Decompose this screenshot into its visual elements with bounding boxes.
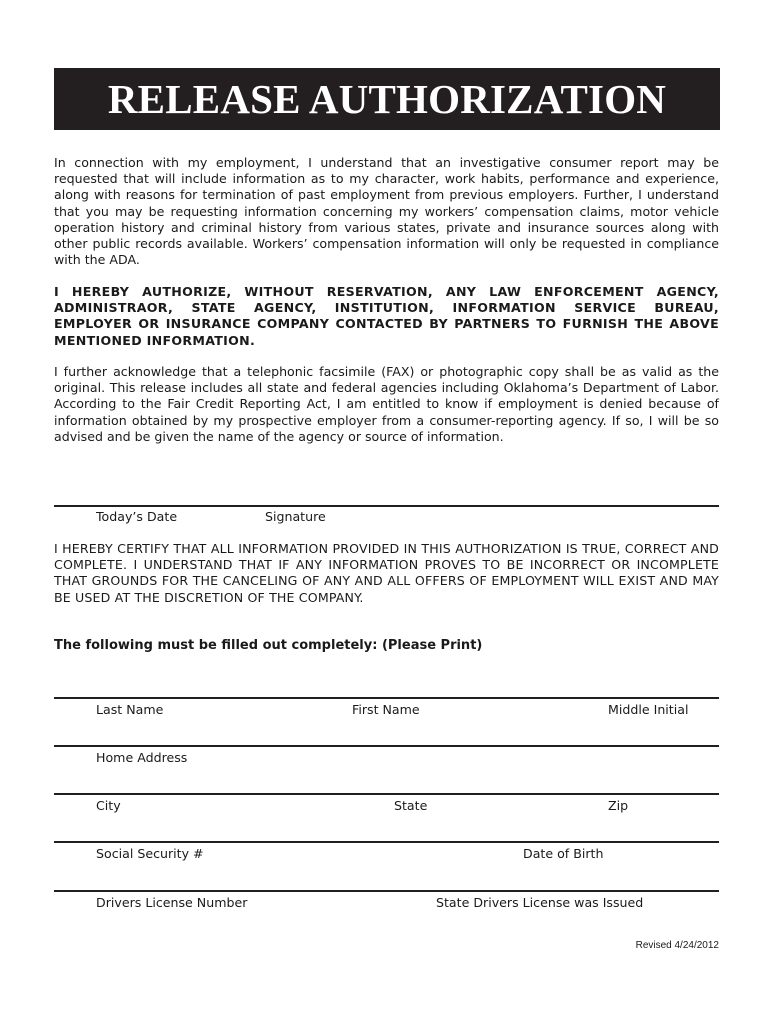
city-label: City xyxy=(96,798,121,813)
revised-date: Revised 4/24/2012 xyxy=(635,940,719,951)
last-name-label: Last Name xyxy=(96,702,164,717)
drivers-license-number-label: Drivers License Number xyxy=(96,895,248,910)
home-address-label: Home Address xyxy=(96,750,188,765)
title-banner xyxy=(54,68,720,130)
acknowledgement-paragraph: I further acknowledge that a telephonic facsimile (FAX) or photographic copy shall be as valid as the original. This release includes all state and federal agencies including Oklahoma’s Department of Labor. According to the Fair Credit Reporting Act, I am entitled to know if employment is denied because of information obtained by my prospective employer from a consumer-reporting agency. If so, I will be so advised and be given the name of the agency or source of information. xyxy=(54,364,719,444)
ssn-dob-line[interactable] xyxy=(54,841,719,843)
city-state-zip-line[interactable] xyxy=(54,793,719,795)
home-address-line[interactable] xyxy=(54,745,719,747)
todays-date-label: Today’s Date xyxy=(96,509,178,524)
signature-label: Signature xyxy=(265,509,326,524)
first-name-label: First Name xyxy=(352,702,420,717)
employment-report-paragraph: In connection with my employment, I understand that an investigative consumer report may be requested that will include information as to my character, work habits, performance and experience, along with reasons for termination of past employment from previous employers. Further, I understand that you may be requesting information concerning my workers’ compensation claims, motor vehicle operation history and criminal history from various states, private and insurance sources along with other public records available. Workers’ compensation information will only be requested in compliance with the ADA. xyxy=(54,155,719,268)
zip-label: Zip xyxy=(608,798,629,813)
name-line[interactable] xyxy=(54,697,719,699)
signature-line[interactable] xyxy=(54,505,719,507)
drivers-license-line[interactable] xyxy=(54,890,719,892)
page-title: RELEASE AUTHORIZATION xyxy=(107,75,667,122)
fill-instructions: The following must be filled out completely: (Please Print) xyxy=(54,638,483,653)
state-label: State xyxy=(394,798,428,813)
drivers-license-state-label: State Drivers License was Issued xyxy=(436,895,644,910)
ssn-label: Social Security # xyxy=(96,846,204,861)
authorization-paragraph: I HEREBY AUTHORIZE, WITHOUT RESERVATION, ANY LAW ENFORCEMENT AGENCY, ADMINISTRAOR, STATE AGENCY, INSTITUTION, INFORMATION SERVICE BUREAU, EMPLOYER OR INSURANCE COMPANY CONTACTED BY PARTNERS TO FURNISH THE ABOVE MENTIONED INFORMATION. xyxy=(54,284,719,348)
middle-initial-label: Middle Initial xyxy=(608,702,689,717)
certification-paragraph: I HEREBY CERTIFY THAT ALL INFORMATION PROVIDED IN THIS AUTHORIZATION IS TRUE, CORRECT AND COMPLETE. I UNDERSTAND THAT IF ANY INFORMATION PROVES TO BE INCORRECT OR INCOMPLETE THAT GROUNDS FOR THE CANCELING OF ANY AND ALL OFFERS OF EMPLOYMENT WILL EXIST AND MAY BE USED AT THE DISCRETION OF THE COMPANY. xyxy=(54,541,719,605)
date-of-birth-label: Date of Birth xyxy=(523,846,604,861)
